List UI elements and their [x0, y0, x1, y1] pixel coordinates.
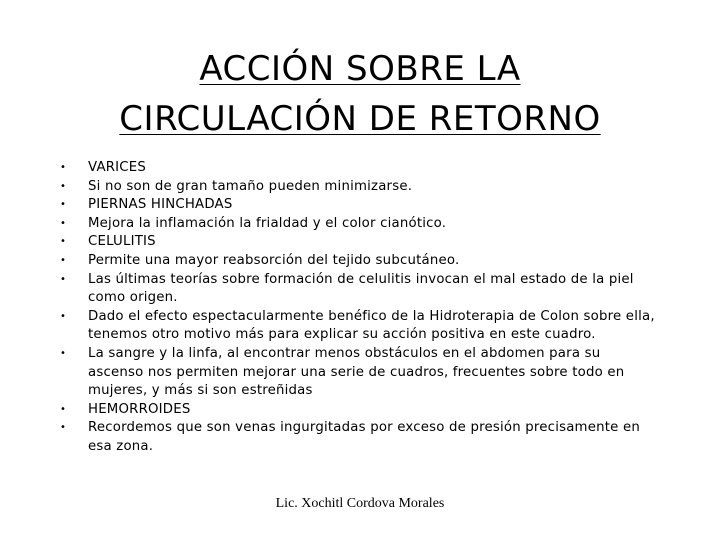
bullet-icon: •	[60, 217, 67, 229]
bullet-icon: •	[60, 310, 67, 322]
list-item	[60, 308, 660, 345]
bullet-icon: •	[60, 162, 67, 173]
list-item-text: HEMORROIDES	[88, 401, 191, 417]
list-item-text: Las últimas teorías sobre formación de celulitis invocan el mal estado de la piel como origen.	[88, 271, 634, 306]
bullet-icon: •	[60, 254, 67, 266]
list-item-text: La sangre y la linfa, al encontrar menos obstáculos en el abdomen para su ascenso nos permiten mejorar una serie de cuadros, frecuentes sobre todo en mujeres, y más si son estreñidas	[88, 345, 625, 399]
bullet-list	[60, 159, 660, 457]
list-item-text: PIERNAS HINCHADAS	[88, 197, 233, 213]
list-item	[60, 159, 660, 178]
list-item-text: Si no son de gran tamaño pueden minimizarse.	[88, 178, 413, 194]
bullet-icon: •	[60, 403, 67, 415]
list-item	[60, 345, 660, 401]
bullet-icon: •	[60, 422, 67, 434]
list-item	[60, 196, 660, 215]
list-item	[60, 401, 660, 420]
bullet-icon: •	[60, 199, 67, 211]
title-line-2: CIRCULACIÓN DE RETORNO	[119, 99, 601, 139]
list-item-text: Mejora la inflamación la frialdad y el color cianótico.	[88, 215, 447, 231]
list-item-text: Permite una mayor reabsorción del tejido subcutáneo.	[88, 252, 460, 268]
bullet-icon: •	[60, 273, 67, 285]
list-item-text: Recordemos que son venas ingurgitadas por exceso de presión precisamente en esa zona.	[88, 420, 640, 454]
list-item-text: Dado el efecto espectacularmente benéfico de la Hidroterapia de Colon sobre ella, tenemos otro motivo más para explicar su acción positiva en este cuadro.	[88, 308, 655, 343]
slide-title	[60, 44, 660, 144]
bullet-icon: •	[60, 236, 67, 248]
list-item	[60, 252, 660, 271]
list-item	[60, 178, 660, 197]
bullet-icon: •	[60, 347, 67, 359]
list-item	[60, 233, 660, 252]
footer-author: Lic. Xochitl Cordova Morales	[275, 496, 445, 511]
list-item	[60, 419, 660, 456]
title-line-1: ACCIÓN SOBRE LA	[199, 49, 521, 89]
list-item	[60, 215, 660, 234]
list-item	[60, 271, 660, 308]
list-item-text: CELULITIS	[88, 234, 156, 250]
bullet-icon: •	[60, 180, 67, 192]
list-item-text: VARICES	[88, 160, 147, 175]
